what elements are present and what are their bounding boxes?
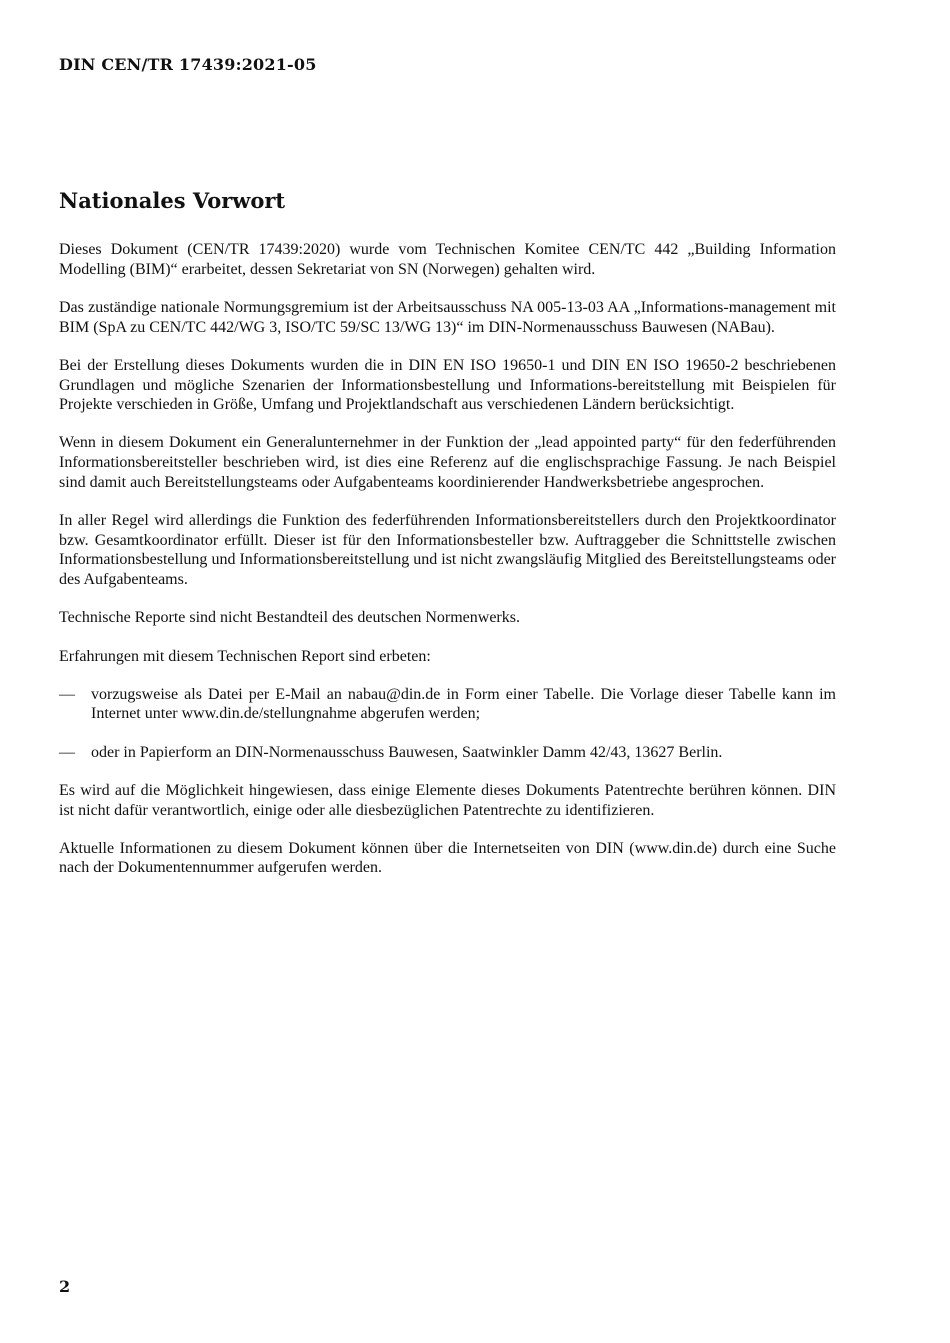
paragraph-general-contractor: Wenn in diesem Dokument ein Generalunternehmer in der Funktion der „lead appointed party“ für den federführenden Informationsbereitsteller beschrieben wird, ist dies eine Referenz auf die englischsprachige Fassung. Je nach Beispiel sind damit auch Bereitstellungsteams oder Aufgabenteams koordinierender Handwerksbetriebe angesprochen. xyxy=(59,434,836,491)
list-item-text: vorzugsweise als Datei per E-Mail an nabau@din.de in Form einer Tabelle. Die Vorlage dieser Tabelle kann im Internet unter www.din.de/stellungnahme abgerufen werden; xyxy=(91,685,836,723)
paragraph-basis: Bei der Erstellung dieses Dokuments wurden die in DIN EN ISO 19650-1 und DIN EN ISO 19650-2 beschriebenen Grundlagen und mögliche Szenarien der Informationsbestellung und Informations-bereitstellung mit Beispielen für Projekte verschieden in Größe, Umfang und Projektlandschaft aus verschiedenen Ländern berücksichtigt. xyxy=(59,356,836,414)
paragraph-document-origin: Dieses Dokument (CEN/TR 17439:2020) wurde vom Technischen Komitee CEN/TC 442 „Building Information Modelling (BIM)“ erarbeitet, dessen Sekretariat von SN (Norwegen) gehalten wird. xyxy=(59,241,836,278)
paragraph-technical-reports: Technische Reporte sind nicht Bestandteil des deutschen Normenwerks. xyxy=(59,609,520,627)
document-id-header: DIN CEN/TR 17439:2021-05 xyxy=(59,55,317,74)
list-dash: — xyxy=(59,685,75,703)
feedback-options-list xyxy=(59,685,836,763)
list-item-text: oder in Papierform an DIN-Normenausschuss Bauwesen, Saatwinkler Damm 42/43, 13627 Berlin. xyxy=(91,743,723,761)
paragraph-feedback-request: Erfahrungen mit diesem Technischen Report sind erbeten: xyxy=(59,647,431,665)
paragraph-current-information: Aktuelle Informationen zu diesem Dokument können über die Internetseiten von DIN (www.din.de) durch eine Suche nach der Dokumentennummer aufgerufen werden. xyxy=(59,839,836,877)
page-number: 2 xyxy=(59,1277,71,1296)
list-dash: — xyxy=(59,743,75,761)
paragraph-lead-provider-role: In aller Regel wird allerdings die Funktion des federführenden Informationsbereitstellers durch den Projektkoordinator bzw. Gesamtkoordinator erfüllt. Dieser ist für den Informationsbesteller bzw. Auftraggeber die Schnittstelle zwischen Informationsbestellung und Informationsbereitstellung und ist nicht zwangsläufig Mitglied des Bereitstellungsteams oder des Aufgabenteams. xyxy=(59,512,836,589)
list-item xyxy=(59,743,836,763)
list-item xyxy=(59,685,836,724)
section-title: Nationales Vorwort xyxy=(59,188,286,213)
paragraph-patent-notice: Es wird auf die Möglichkeit hingewiesen, dass einige Elemente dieses Dokuments Patentrechte berühren können. DIN ist nicht dafür verantwortlich, einige oder alle diesbezüglichen Patentrechte zu identifizieren. xyxy=(59,781,836,819)
paragraph-standards-committee: Das zuständige nationale Normungsgremium ist der Arbeitsausschuss NA 005-13-03 AA „Informations-management mit BIM (SpA zu CEN/TC 442/WG 3, ISO/TC 59/SC 13/WG 13)“ im DIN-Normenausschuss Bauwesen (NABau). xyxy=(59,298,836,336)
body-text xyxy=(59,240,836,897)
